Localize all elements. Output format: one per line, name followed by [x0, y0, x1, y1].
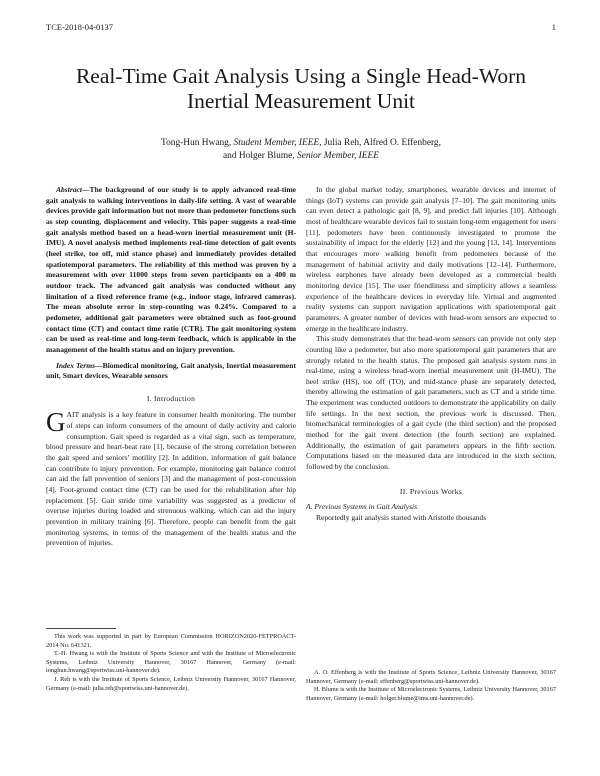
footnote-author-blume: H. Blume is with the Institute of Microelectronic Systems, Leibniz University Hannover, 30167 Hannover, Germany (e-mail: holger.blume@ims.uni-hannover.de).: [306, 686, 556, 702]
index-terms-text: —Biomedical monitoring, Gait analysis, Inertial measurement unit, Smart devices, Wearable sensors: [46, 360, 296, 381]
index-terms: [46, 361, 296, 382]
section-heading-previous-works: II. Previous Works: [399, 486, 463, 496]
footnote-author-reh: J. Reh is with the Institute of Sports Science, Leibniz University Hannover, 30167 Hannover, Germany (e-mail: julia.reh@sportwiss.uni-hannover.de).: [46, 675, 296, 692]
previous-works-paragraph: Reportedly gait analysis started with Aristotle thousands: [316, 513, 487, 523]
author-4-role: Senior Member, IEEE: [296, 151, 379, 161]
page-number: 1: [551, 22, 556, 32]
intro-paragraph-1: [46, 407, 296, 549]
abstract: [46, 185, 296, 356]
paper-title: Real-Time Gait Analysis Using a Single Head-Worn Inertial Measurement Unit: [75, 64, 527, 113]
drop-cap: G: [46, 407, 66, 438]
author-1-role: Student Member, IEEE,: [233, 138, 322, 148]
abstract-text: —The background of our study is to apply advanced real-time gait analysis to walking interventions in daily-life setting. A vast of wearable devices provide gait information but not more than pedometer functions such as step counting, displacement and velocity. This paper suggests a real-time gait analysis method based on a head-worn inertial measurement unit (H-IMU). A novel analysis method implements real-time detection of gait events (heel strike, toe off, mid stance phase) and immediately provides detailed spatiotemporal parameters. The reliability of this method was proven by a measurement with over 11000 steps from seven participants on a 400 m outdoor track. The advanced gait analysis was conducted without any limitation of a fixed reference frame (e.g., indoor stage, infrared cameras). The mean absolute error in step-counting was 0.24%. Compared to a pedometer, additional gait parameters were obtained such as foot-ground contact time (CT) and contact time ratio (CTR). The gait monitoring system can be used as real-time and long-term feedback, which is applicable in the management of the health status and on injury prevention.: [46, 185, 296, 354]
index-terms-label: Index Terms: [56, 360, 96, 370]
author-1: Tong-Hun Hwang,: [161, 138, 232, 148]
footnote-author-hwang: T.-H. Hwang is with the Institute of Sports Science and with the Institute of Microelectronic Systems, Leibniz University Hannover, 30167 Hannover, Germany (e-mail: tonghun.hwang@sportwiss.uni-hannover.de).: [46, 650, 296, 675]
footnote-funding: This work was supported in part by European Commission HORIZON2020-FETPROACT-2014 No. 641321.: [46, 633, 296, 649]
manuscript-id: TCE-2018-04-0137: [46, 22, 114, 32]
footnotes-right: [306, 669, 556, 703]
author-list: [46, 137, 556, 163]
footnote-author-effenberg: A. O. Effenberg is with the Institute of Sports Science, Leibniz University Hannover, 30167 Hannover, Germany (e-mail: effenberg@sportwiss.uni-hannover.de).: [306, 669, 556, 685]
intro-paragraph-3: This study demonstrates that the head-worn sensors can provide not only step counting like a pedometer, but also more spatiotemporal gait parameters that are strongly related to the health status. The proposed gait analysis system runs in real-time, using a wireless head-worn inertial measurement unit (H-IMU). The heel strike (HS), toe off (TO), and mid-stance phase are separately detected, thereby allowing the estimation of gait parameters, such as CT and a stride time. The experiment was conducted outdoors to demonstrate the applicability on daily life settings. In the next section, the previous work is discussed. Then, biomechanical terminologies of a gait cycle (the third section) and the proposed method for the gait event detection (the fourth section) are explained. Additionally, the estimation of gait parameters appears in the fifth section. Computations based on the measured data are introduced in the sixth section, followed by the conclusion.: [306, 334, 556, 472]
author-2-3: Julia Reh, Alfred O. Effenberg,: [323, 138, 441, 148]
section-heading-introduction: I. Introduction: [146, 393, 196, 403]
footnotes-left: [46, 633, 296, 693]
intro-paragraph-2: In the global market today, smartphones, wearable devices and internet of things (IoT) systems can provide gait analysis [7–10]. The gait monitoring units can even detect a pathologic gait [8, 9], and predict fall injuries [10]. Although most of healthcare wearable devices fail to sustain long-term engagement for users [11], pedometers have been continuously investigated to promote the sustainability of impact for the elderly [12] and the young [13, 14]. Interventions that encourages more walking benefit from pedometers because of the management of habitual activity and daily motivations [12–14]. Furthermore, wireless earphones have already been developed as a commercial health monitoring device [15]. The user friendliness and simplicity allows a seamless experience of the healthcare devices in everyday life. Virtual and augmented reality systems can support navigation applications with spatiotemporal gait parameters. A greater number of devices with head-worn sensors are expected to emerge in the healthcare industry.: [306, 185, 557, 333]
abstract-label: Abstract: [56, 185, 82, 194]
author-4: and Holger Blume,: [223, 151, 295, 161]
left-column: [46, 185, 296, 549]
right-column: [306, 185, 556, 524]
footnote-rule: [46, 628, 116, 629]
subsection-heading: A. Previous Systems in Gait Analysis: [306, 502, 418, 512]
intro-paragraph-1-text: AIT analysis is a key feature in consumer health monitoring. The number of steps can inform consumers of the amount of daily activity and calorie consumption. Gait speed is regarded as a vital sign, such as temperature, blood pressure and heart-beat rate [1], because of the strong correlation between the gait speed and seniors’ motility [2]. In addition, information of gait balance can contribute to injury prevention. For example, monitoring gait balance control can aid the fall prevention of seniors [3] and the management of post-concussion [4]. Foot-ground contact time (CT) can be used for the rehabilitation after hip replacement [5]. Gait stride time variability was suggested as a predictor of overuse injuries during loaded and strenuous walking, which can aid the injury prevention in military training [6]. Therefore, people can benefit from the gait monitoring systems, in terms of the management of the health status and the prevention of injuries.: [46, 410, 296, 548]
